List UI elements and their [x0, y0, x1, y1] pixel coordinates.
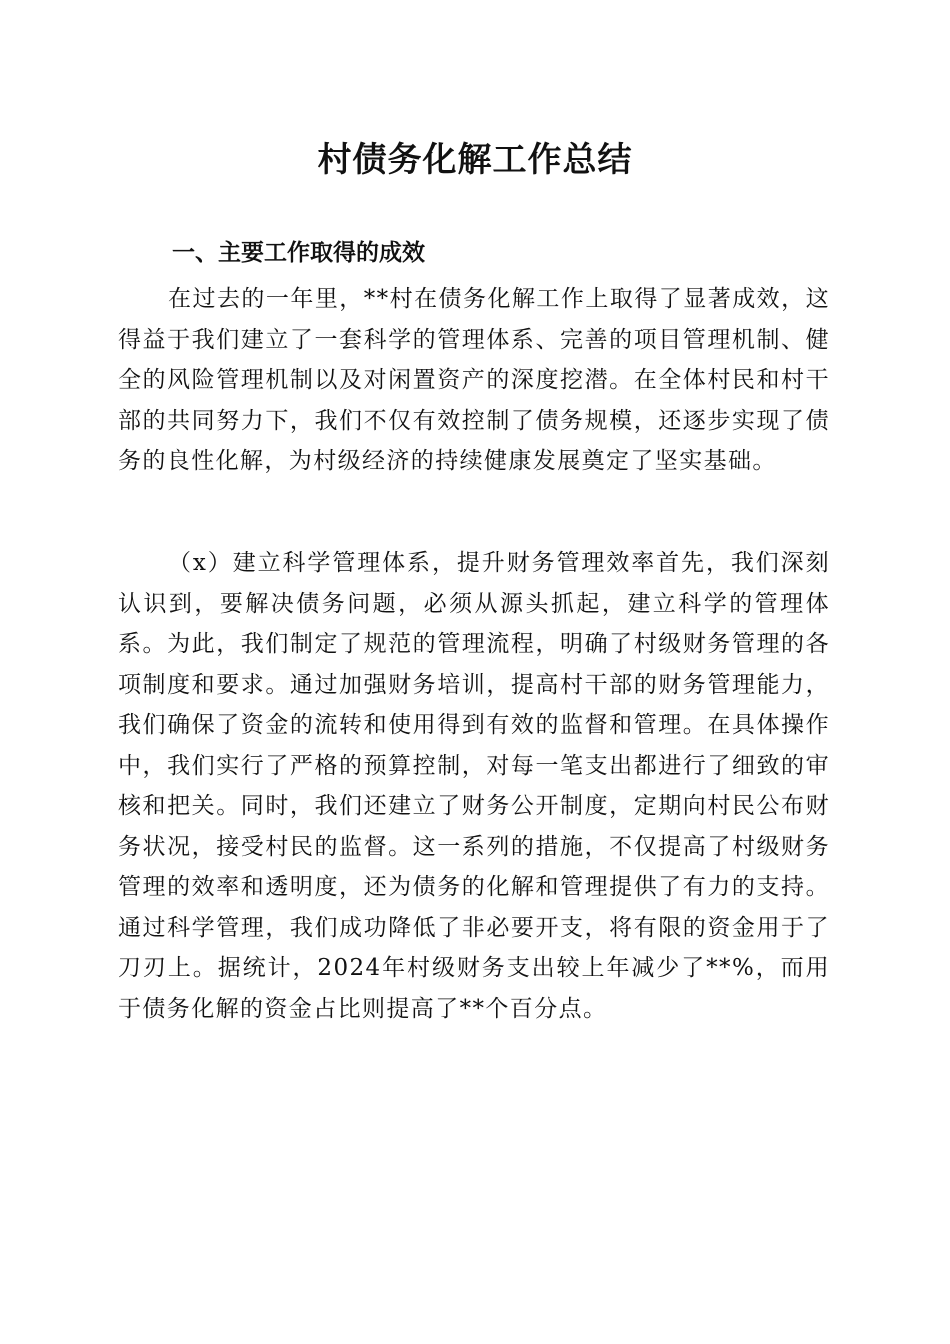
- document-title: 村债务化解工作总结: [317, 140, 633, 180]
- paragraph-management-system: （x）建立科学管理体系，提升财务管理效率首先，我们深刻认识到，要解决债务问题，必须从源头抓起，建立科学的管理体系。为此，我们制定了规范的管理流程，明确了村级财务管理的各项制度和要求。通过加强财务培训，提高村干部的财务管理能力，我们确保了资金的流转和使用得到有效的监督和管理。在具体操作中，我们实行了严格的预算控制，对每一笔支出都进行了细致的审核和把关。同时，我们还建立了财务公开制度，定期向村民公布财务状况，接受村民的监督。这一系列的措施，不仅提高了村级财务管理的效率和透明度，还为债务的化解和管理提供了有力的支持。通过科学管理，我们成功降低了非必要开支，将有限的资金用于了刀刃上。据统计，2024年村级财务支出较上年减少了**%，而用于债务化解的资金占比则提高了**个百分点。: [118, 550, 830, 1022]
- section-heading: 一、主要工作取得的成效: [172, 240, 425, 266]
- paragraph-intro: 在过去的一年里，**村在债务化解工作上取得了显著成效，这得益于我们建立了一套科学的管理体系、完善的项目管理机制、健全的风险管理机制以及对闲置资产的深度挖潜。在全体村民和村干部的共同努力下，我们不仅有效控制了债务规模，还逐步实现了债务的良性化解，为村级经济的持续健康发展奠定了坚实基础。: [118, 286, 830, 474]
